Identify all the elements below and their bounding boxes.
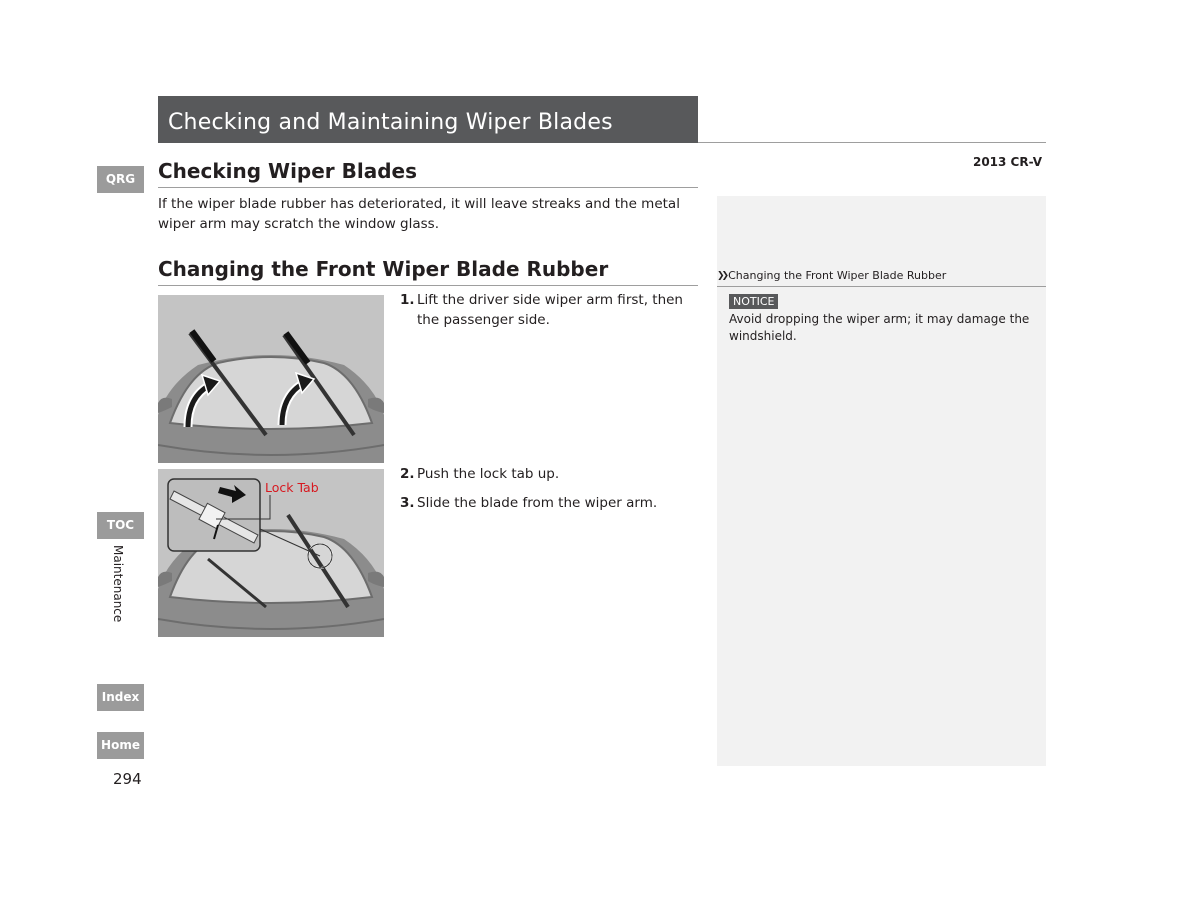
section-rule — [158, 285, 698, 286]
step-number: 3. — [400, 495, 415, 511]
section-text-checking: If the wiper blade rubber has deteriorated, it will leave streaks and the metal wiper arm may scratch the window glass. — [158, 196, 680, 232]
notice-text: Avoid dropping the wiper arm; it may damage the windshield. — [729, 312, 1030, 343]
step-text: Push the lock tab up. — [417, 466, 560, 482]
toc-tab[interactable]: TOC — [97, 512, 144, 539]
section-label: Maintenance — [111, 545, 125, 623]
step-text: Slide the blade from the wiper arm. — [417, 495, 658, 511]
reference-rule — [717, 286, 1046, 287]
section-rule — [158, 187, 698, 188]
chapter-title: Checking and Maintaining Wiper Blades — [168, 110, 613, 135]
step-item — [400, 464, 700, 484]
section-title-checking: Checking Wiper Blades — [158, 159, 418, 183]
double-chevron-icon: ❯❯ — [717, 270, 727, 281]
section-title-changing: Changing the Front Wiper Blade Rubber — [158, 257, 609, 281]
wiper-lift-illustration — [158, 295, 384, 463]
step-item — [400, 493, 700, 513]
index-tab[interactable]: Index — [97, 684, 144, 711]
reference-title[interactable] — [717, 269, 946, 282]
reference-title-text: Changing the Front Wiper Blade Rubber — [728, 269, 947, 282]
qrg-tab[interactable]: QRG — [97, 166, 144, 193]
step-number: 2. — [400, 466, 415, 482]
step-text: Lift the driver side wiper arm first, then the passenger side. — [417, 292, 683, 328]
home-tab[interactable]: Home — [97, 732, 144, 759]
lock-tab-label: Lock Tab — [265, 480, 319, 495]
step-number: 1. — [400, 292, 415, 308]
notice-badge: NOTICE — [729, 294, 778, 309]
page-number: 294 — [113, 770, 142, 788]
model-label: 2013 CR-V — [972, 155, 1042, 169]
step-item — [400, 290, 700, 330]
header-rule — [698, 142, 1046, 143]
